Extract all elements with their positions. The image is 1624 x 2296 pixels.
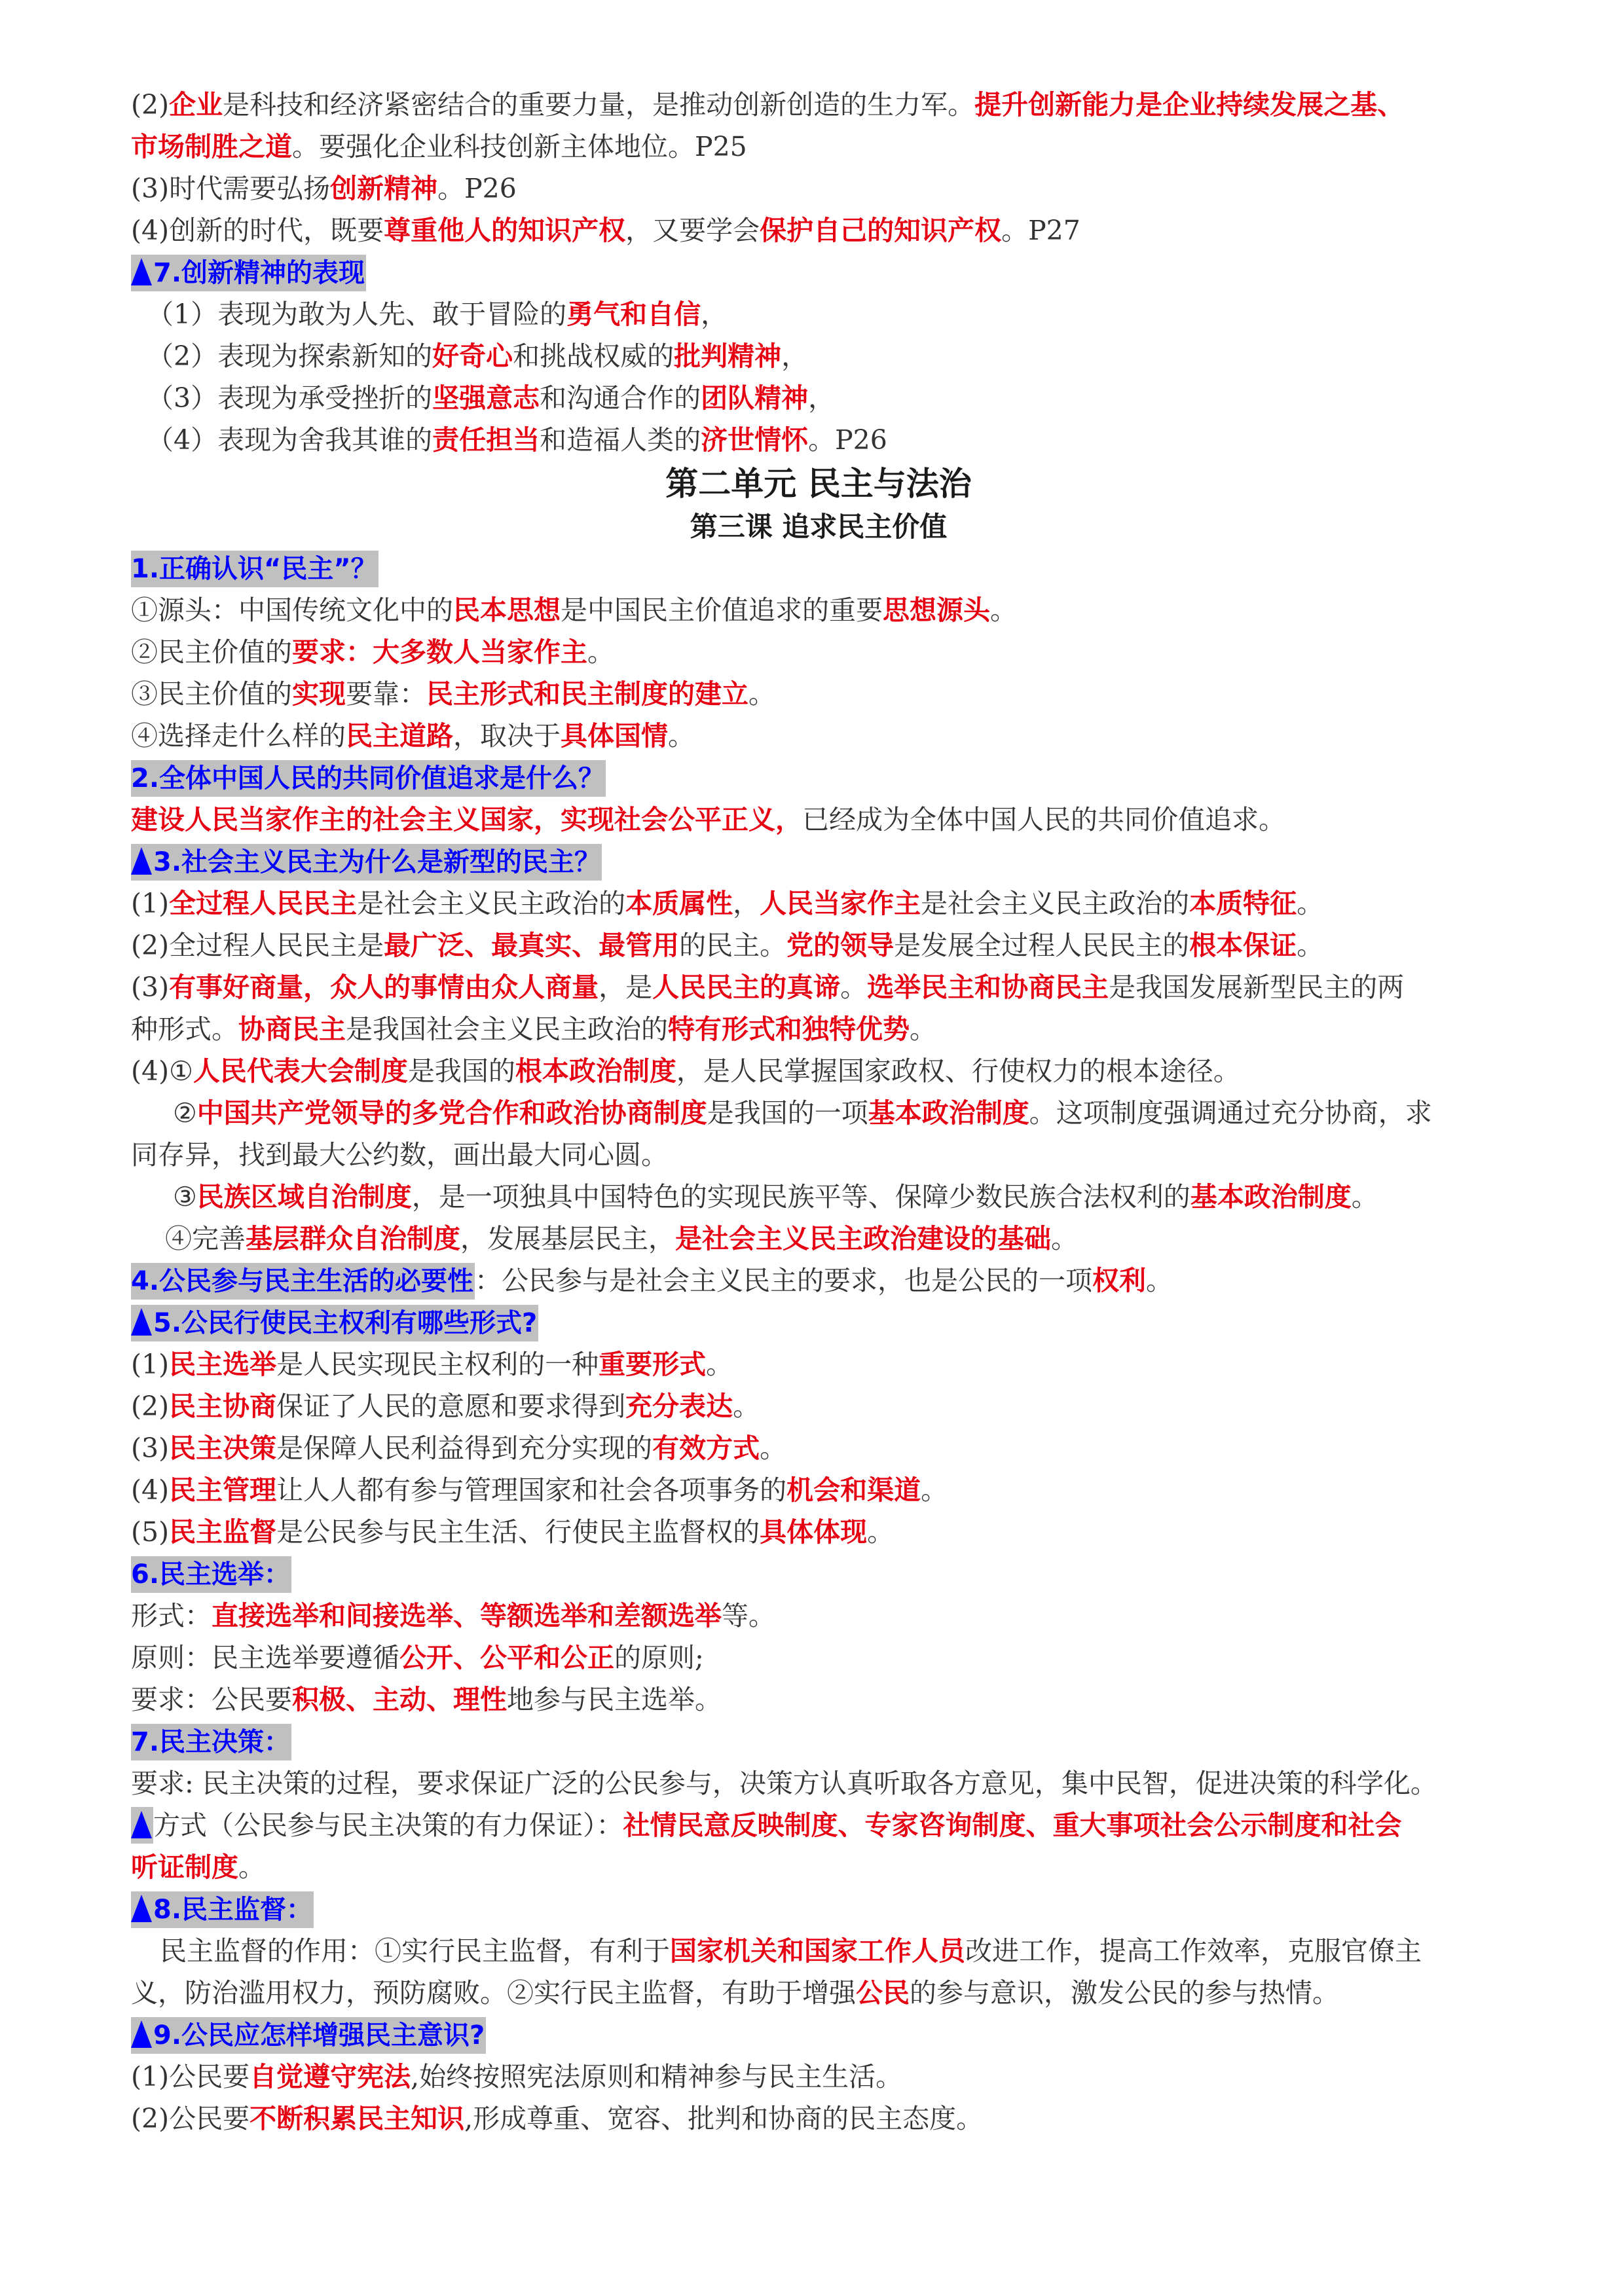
list-item xyxy=(131,673,1506,715)
body-text: 和挑战权威的 xyxy=(513,340,674,372)
body-text: 。P26 xyxy=(437,173,517,204)
method-segments xyxy=(153,1810,1402,1841)
heading-text: 2.全体中国人民的共同价值追求是什么？ xyxy=(131,763,605,793)
body-text: 要求：公民要 xyxy=(131,1684,292,1715)
requirement-text xyxy=(131,1762,1506,1804)
question-heading-5 xyxy=(131,1302,1506,1343)
body-text: 。 xyxy=(1146,1265,1173,1296)
body-text: 保证了人民的意愿和要求得到 xyxy=(276,1391,626,1422)
highlight-text: 市场制胜之道 xyxy=(131,131,292,162)
highlight-text: 民族区域自治制度 xyxy=(196,1181,412,1212)
triangle-marker-icon xyxy=(131,847,152,875)
body-text: ④选择走什么样的 xyxy=(131,720,346,752)
paragraph-innovation-spirit xyxy=(131,168,1506,210)
highlight-text: 根本政治制度 xyxy=(515,1055,676,1087)
body-text: 是公民参与民主生活、行使民主监督权的 xyxy=(276,1516,760,1548)
body-text: 是人民实现民主权利的一种 xyxy=(276,1349,599,1380)
highlight-text: 责任担当 xyxy=(432,424,540,456)
body-text: (4)创新的时代，既要 xyxy=(131,215,384,246)
highlight-text: 具体国情 xyxy=(561,720,668,752)
highlight-text: 基本政治制度 xyxy=(868,1097,1029,1129)
list-item xyxy=(131,419,1506,461)
highlight-text: 根本保证 xyxy=(1189,930,1297,961)
triangle-marker-icon xyxy=(131,1895,152,1922)
body-text: ，又要学会 xyxy=(625,215,760,246)
body-text: ①源头：中国传统文化中的 xyxy=(131,594,453,626)
highlight-text: 机会和渠道 xyxy=(786,1474,921,1506)
body-text: 要靠： xyxy=(346,678,426,710)
highlight-text: 充分表达 xyxy=(625,1391,733,1422)
heading-text: 8.民主监督： xyxy=(153,1895,313,1925)
heading-box xyxy=(131,2017,486,2054)
highlight-text: 人民代表大会制度 xyxy=(193,1055,408,1087)
method-text xyxy=(131,1804,1506,1846)
list-item xyxy=(131,966,1506,1008)
heading-box xyxy=(131,844,602,881)
highlight-text: 特有形式和独特优势 xyxy=(668,1013,910,1045)
answer-text xyxy=(475,1265,1173,1296)
heading-text: 7.创新精神的表现 xyxy=(153,258,365,288)
body-text: (2)公民要 xyxy=(131,2103,250,2134)
body-text: 是科技和经济紧密结合的重要力量，是推动创新创造的生力军。 xyxy=(223,89,975,120)
list-item xyxy=(131,293,1506,335)
body-text: 。 xyxy=(1351,1181,1378,1212)
body-text: 。 xyxy=(1297,888,1324,919)
heading-box xyxy=(131,551,378,587)
body-text: 的参与意识，激发公民的参与热情。 xyxy=(910,1977,1339,2009)
body-text: (4)① xyxy=(131,1055,193,1087)
highlight-text: 社情民意反映制度、专家咨询制度、重大事项社会公示制度和社会 xyxy=(623,1810,1402,1841)
list-item xyxy=(131,1595,1506,1637)
body-text: 方式（公民参与民主决策的有力保证）： xyxy=(153,1810,623,1841)
highlight-text: 具体体现 xyxy=(760,1516,868,1548)
body-text: 改进工作，提高工作效率，克服官僚主 xyxy=(965,1935,1422,1967)
highlight-text: 基层群众自治制度 xyxy=(246,1223,460,1254)
body-text: 是社会主义民主政治的 xyxy=(921,888,1190,919)
paragraph-supervision-cont xyxy=(131,1972,1506,2014)
body-text: ， xyxy=(701,299,728,330)
body-text: 。 xyxy=(668,720,695,752)
list-item xyxy=(131,1511,1506,1553)
body-text: 。 xyxy=(733,1391,760,1422)
body-text: 是我国发展新型民主的两 xyxy=(1109,972,1405,1003)
document-page xyxy=(131,84,1506,2140)
body-text: （3）表现为承受挫折的 xyxy=(147,382,433,414)
body-text: (2) xyxy=(131,1391,170,1422)
paragraph-ip-rights xyxy=(131,210,1506,251)
body-text: （4）表现为舍我其谁的 xyxy=(147,424,433,456)
body-text: 是我国的 xyxy=(407,1055,515,1087)
list-item xyxy=(131,1218,1506,1260)
triangle-marker-icon xyxy=(131,258,152,285)
heading-box xyxy=(131,1305,538,1341)
list-item xyxy=(131,2056,1506,2098)
highlight-text: 坚强意志 xyxy=(432,382,540,414)
body-text: 是发展全过程人民民主的 xyxy=(894,930,1190,961)
highlight-text: 创新精神 xyxy=(330,173,438,204)
body-text: ,始终按照宪法原则和精神参与民主生活。 xyxy=(411,2061,903,2092)
body-text: (1) xyxy=(131,888,170,919)
list-item xyxy=(131,1385,1506,1427)
body-text: 是社会主义民主政治的 xyxy=(357,888,626,919)
body-text: 地参与民主选举。 xyxy=(507,1684,722,1715)
body-text: ，是人民掌握国家政权、行使权力的根本途径。 xyxy=(676,1055,1240,1087)
body-text: (3) xyxy=(131,1432,170,1464)
body-text: 同存异，找到最大公约数，画出最大同心圆。 xyxy=(131,1139,668,1171)
body-text: (1) xyxy=(131,1349,170,1380)
list-item xyxy=(131,1469,1506,1511)
heading-text: 5.公民行使民主权利有哪些形式? xyxy=(153,1308,538,1338)
body-text: ， xyxy=(733,888,760,919)
body-text: 。P27 xyxy=(1001,215,1080,246)
heading-box xyxy=(131,255,366,291)
highlight-text: 直接选举和间接选举、等额选举和差额选举 xyxy=(212,1600,722,1631)
body-text: 。 xyxy=(587,636,614,668)
body-text: 。 xyxy=(910,1013,936,1045)
triangle-marker-icon xyxy=(131,2020,152,2048)
question-heading-3 xyxy=(131,841,1506,883)
highlight-text: 本质属性 xyxy=(625,888,733,919)
body-text: ③ xyxy=(173,1181,197,1212)
highlight-text: 企业 xyxy=(169,89,223,120)
heading-text: 6.民主选举： xyxy=(131,1559,291,1590)
body-text: 已经成为全体中国人民的共同价值追求。 xyxy=(802,804,1285,835)
heading-box xyxy=(131,1556,291,1593)
highlight-text: 基本政治制度 xyxy=(1190,1181,1352,1212)
body-text: (5) xyxy=(131,1516,170,1548)
question-heading-6 xyxy=(131,1553,1506,1595)
heading-box xyxy=(131,1891,314,1928)
list-item xyxy=(131,1343,1506,1385)
highlight-text: 民主监督 xyxy=(169,1516,277,1548)
highlight-text: 公开、公平和公正 xyxy=(399,1642,614,1673)
heading-box xyxy=(131,760,606,797)
body-text: 。 xyxy=(238,1851,265,1883)
highlight-text: 积极、主动、理性 xyxy=(292,1684,507,1715)
list-item xyxy=(131,715,1506,757)
highlight-text: 中国共产党领导的多党合作和政治协商制度 xyxy=(196,1097,707,1129)
highlight-text: 权利 xyxy=(1092,1265,1147,1296)
highlight-text: 民主管理 xyxy=(169,1474,277,1506)
body-text: （2）表现为探索新知的 xyxy=(147,340,433,372)
highlight-text: 济世情怀 xyxy=(701,424,809,456)
body-text: ② xyxy=(173,1097,197,1129)
body-text: 。 xyxy=(990,594,1017,626)
list-item xyxy=(131,1679,1506,1721)
list-item xyxy=(131,1637,1506,1679)
body-text: 民主监督的作用：①实行民主监督，有利于 xyxy=(160,1935,670,1967)
highlight-text: 民主选举 xyxy=(169,1349,277,1380)
body-text: ， xyxy=(781,340,809,372)
heading-text: 4.公民参与民主生活的必要性 xyxy=(131,1266,474,1296)
highlight-text: 团队精神 xyxy=(701,382,809,414)
highlight-text: 民主形式和民主制度的建立 xyxy=(426,678,748,710)
highlight-text: 不断积累民主知识 xyxy=(249,2103,465,2134)
highlight-text: 党的领导 xyxy=(786,930,895,961)
highlight-text: 有效方式 xyxy=(652,1432,760,1464)
heading-text: 1.正确认识“民主”？ xyxy=(131,554,377,584)
body-text: ，是 xyxy=(599,972,653,1003)
body-text: 是我国社会主义民主政治的 xyxy=(346,1013,668,1045)
body-text: 原则：民主选举要遵循 xyxy=(131,1642,399,1673)
body-text: 。P26 xyxy=(808,424,887,456)
body-text: ③民主价值的 xyxy=(131,678,292,710)
highlight-text: 好奇心 xyxy=(432,340,513,372)
triangle-marker-icon xyxy=(131,1308,152,1336)
list-item-cont xyxy=(131,1134,1506,1176)
heading-text: 7.民主决策： xyxy=(131,1727,291,1757)
body-text: ②民主价值的 xyxy=(131,636,292,668)
heading-box xyxy=(131,1263,475,1300)
question-heading-8 xyxy=(131,1888,1506,1930)
body-text: (3) xyxy=(131,972,170,1003)
highlight-text: 自觉遵守宪法 xyxy=(249,2061,411,2092)
list-item-cont xyxy=(131,1008,1506,1050)
body-text: 。 xyxy=(760,1432,787,1464)
highlight-text: 本质特征 xyxy=(1189,888,1297,919)
question-heading-9 xyxy=(131,2014,1506,2056)
unit-title: 第二单元 民主与法治 xyxy=(665,465,972,503)
paragraph-supervision xyxy=(131,1930,1506,1972)
body-text: ，是一项独具中国特色的实现民族平等、保障少数民族合法权利的 xyxy=(411,1181,1190,1212)
list-item xyxy=(131,589,1506,631)
body-text: 。这项制度强调通过充分协商，求 xyxy=(1029,1097,1432,1129)
highlight-text: 有事好商量，众人的事情由众人商量 xyxy=(169,972,599,1003)
body-text: 的民主。 xyxy=(679,930,787,961)
body-text: (1)公民要 xyxy=(131,2061,250,2092)
answer-text xyxy=(131,799,1506,841)
list-item xyxy=(131,631,1506,673)
question-heading-7 xyxy=(131,1721,1506,1762)
highlight-text: 是社会主义民主政治建设的基础 xyxy=(675,1223,1051,1254)
question-heading-4 xyxy=(131,1260,1506,1302)
highlight-text: 国家机关和国家工作人员 xyxy=(670,1935,965,1967)
body-text: (3)时代需要弘扬 xyxy=(131,173,331,204)
body-text: 是保障人民利益得到充分实现的 xyxy=(276,1432,653,1464)
highlight-text: 建设人民当家作主的社会主义国家，实现社会公平正义， xyxy=(131,804,802,835)
list-item xyxy=(131,924,1506,966)
section-heading-innovation-spirit xyxy=(131,251,1506,293)
body-text: 等。 xyxy=(722,1600,775,1631)
highlight-text: 保护自己的知识产权 xyxy=(760,215,1002,246)
body-text: 义，防治滥用权力，预防腐败。②实行民主监督，有助于增强 xyxy=(131,1977,856,2009)
body-text: 要求: 民主决策的过程，要求保证广泛的公民参与，决策方认真听取各方意见，集中民智，促进决策的科学化。 xyxy=(131,1768,1437,1799)
paragraph-enterprise-cont xyxy=(131,126,1506,168)
body-text: 让人人都有参与管理国家和社会各项事务的 xyxy=(276,1474,787,1506)
body-text: 和沟通合作的 xyxy=(540,382,701,414)
lesson-title: 第三课 追求民主价值 xyxy=(690,511,948,543)
body-text: 和造福人类的 xyxy=(540,424,701,456)
highlight-text: 听证制度 xyxy=(131,1851,238,1883)
body-text: (2) xyxy=(131,89,170,120)
triangle-marker-box xyxy=(131,1807,153,1844)
body-text: 的原则; xyxy=(614,1642,704,1673)
body-text: (2)全过程人民民主是 xyxy=(131,930,384,961)
body-text: 种形式。 xyxy=(131,1013,238,1045)
body-text: 。 xyxy=(1051,1223,1078,1254)
body-text: (4) xyxy=(131,1474,170,1506)
body-text: 。 xyxy=(921,1474,948,1506)
highlight-text: 批判精神 xyxy=(674,340,782,372)
triangle-marker-icon xyxy=(131,1811,152,1838)
highlight-text: 人民当家作主 xyxy=(760,888,921,919)
highlight-text: 重要形式 xyxy=(599,1349,707,1380)
highlight-text: 民主决策 xyxy=(169,1432,277,1464)
highlight-text: 民本思想 xyxy=(453,594,561,626)
body-text: 。 xyxy=(867,1516,895,1548)
list-item xyxy=(131,2098,1506,2140)
body-text: ，发展基层民主， xyxy=(460,1223,675,1254)
list-item xyxy=(131,335,1506,377)
highlight-text: 实现 xyxy=(292,678,346,710)
body-text: 。 xyxy=(1297,930,1324,961)
list-item xyxy=(131,883,1506,924)
heading-text: 9.公民应怎样增强民主意识? xyxy=(153,2020,485,2050)
paragraph-enterprise xyxy=(131,84,1506,126)
highlight-text: 全过程人民民主 xyxy=(169,888,358,919)
question-heading-1 xyxy=(131,547,1506,589)
body-text: （1）表现为敢为人先、敢于冒险的 xyxy=(147,299,567,330)
method-text-cont xyxy=(131,1846,1506,1888)
highlight-text: 尊重他人的知识产权 xyxy=(384,215,626,246)
highlight-text: 人民民主的真谛 xyxy=(652,972,841,1003)
list-item xyxy=(131,1050,1506,1092)
body-text: ,形成尊重、宽容、批判和协商的民主态度。 xyxy=(464,2103,984,2134)
body-text: 形式： xyxy=(131,1600,212,1631)
body-text: ④完善 xyxy=(165,1223,246,1254)
body-text: 。 xyxy=(706,1349,733,1380)
highlight-text: 协商民主 xyxy=(238,1013,346,1045)
body-text: 。要强化企业科技创新主体地位。P25 xyxy=(292,131,747,162)
body-text: ，取决于 xyxy=(453,720,561,752)
highlight-text: 思想源头 xyxy=(883,594,990,626)
list-item xyxy=(131,1092,1506,1134)
body-text: 是我国的一项 xyxy=(707,1097,868,1129)
highlight-text: 最广泛、最真实、最管用 xyxy=(384,930,680,961)
list-item xyxy=(131,1176,1506,1218)
heading-text: 3.社会主义民主为什么是新型的民主？ xyxy=(153,847,601,877)
highlight-text: 选举民主和协商民主 xyxy=(867,972,1109,1003)
highlight-text: 民主协商 xyxy=(169,1391,277,1422)
highlight-text: 要求：大多数人当家作主 xyxy=(292,636,587,668)
highlight-text: 民主道路 xyxy=(346,720,453,752)
body-text: 。 xyxy=(748,678,775,710)
body-text: 是中国民主价值追求的重要 xyxy=(561,594,883,626)
highlight-text: 公民 xyxy=(856,1977,910,2009)
body-text: 。 xyxy=(840,972,868,1003)
highlight-text: 勇气和自信 xyxy=(566,299,701,330)
body-text: ， xyxy=(808,382,836,414)
list-item xyxy=(131,377,1506,419)
list-item xyxy=(131,1427,1506,1469)
highlight-text: 提升创新能力是企业持续发展之基、 xyxy=(974,89,1405,120)
heading-box xyxy=(131,1724,291,1760)
question-heading-2 xyxy=(131,757,1506,799)
body-text: ：公民参与是社会主义民主的要求，也是公民的一项 xyxy=(475,1265,1093,1296)
